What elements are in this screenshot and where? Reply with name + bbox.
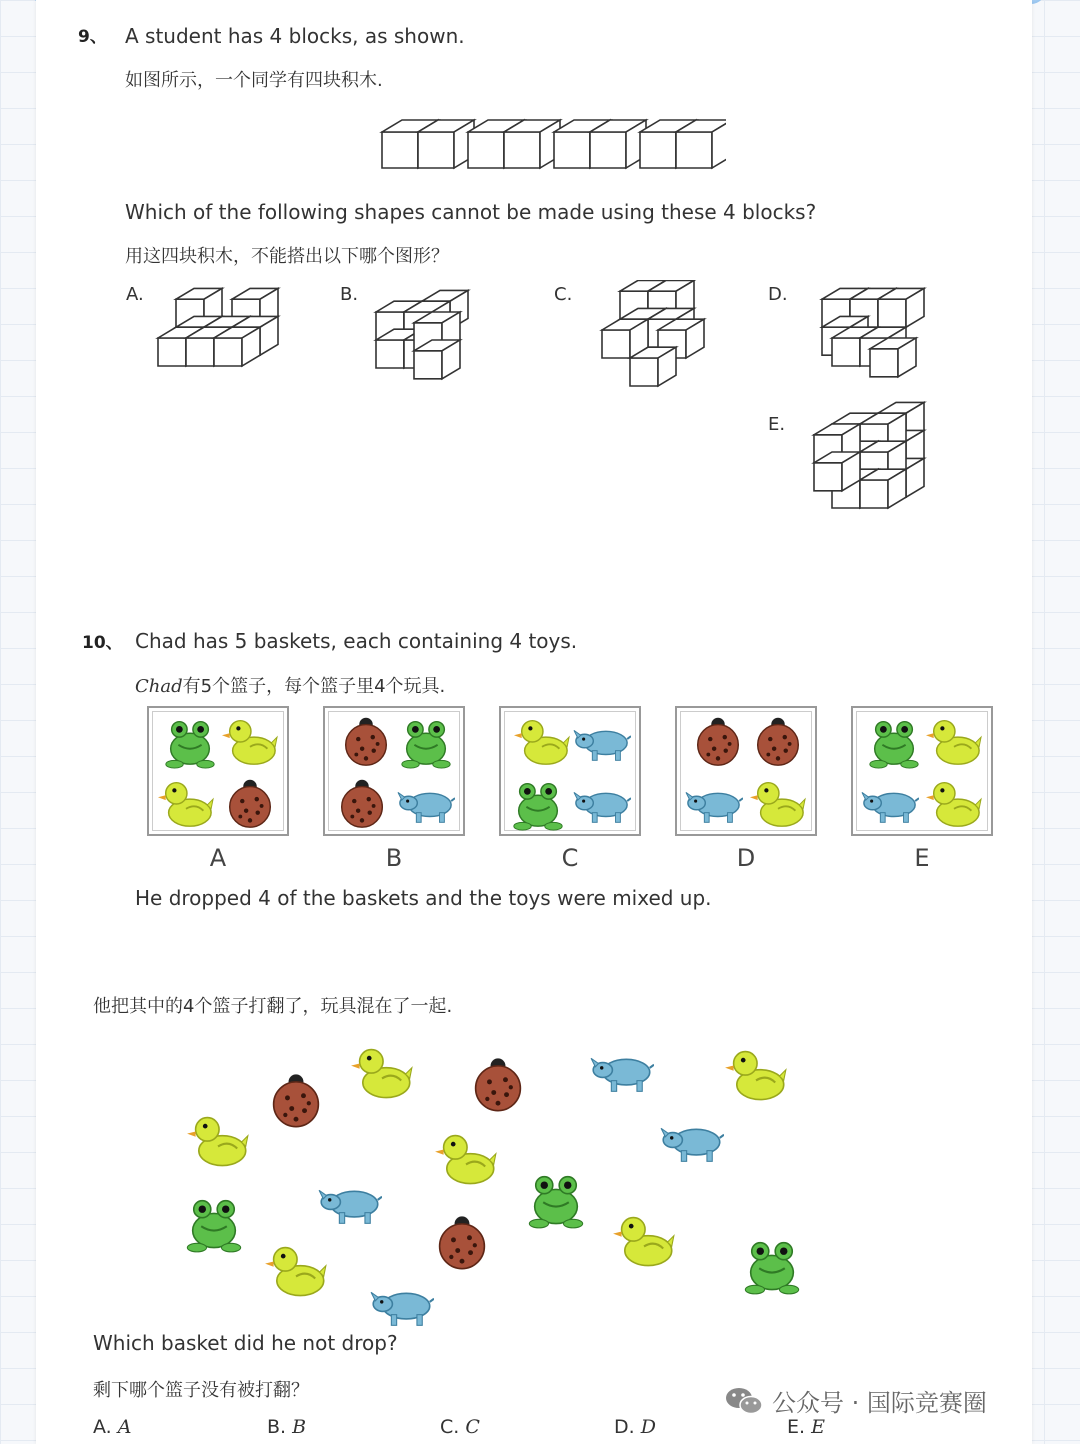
block-pair — [382, 120, 474, 168]
cube-face — [878, 299, 906, 327]
mixed-toy-rhino — [590, 1038, 654, 1106]
basket-a — [147, 706, 289, 836]
frog-figure — [524, 1166, 588, 1230]
q9-question-en: Which of the following shapes cannot be made using these 4 blocks? — [125, 200, 817, 224]
wechat-icon — [724, 1385, 764, 1417]
toy-rhino — [573, 774, 631, 836]
frog-figure — [397, 712, 455, 770]
q10-answer-a[interactable] — [93, 1416, 131, 1438]
answer-letter: C. — [440, 1416, 460, 1438]
toy-rhino — [685, 774, 743, 836]
toy-rhino — [573, 712, 631, 774]
toy-duck — [513, 712, 571, 774]
q10-dropped-zh: 他把其中的4个篮子打翻了，玩具混在了一起. — [93, 996, 453, 1017]
q10-answer-d[interactable] — [614, 1416, 656, 1438]
cube-face — [504, 132, 540, 168]
toy-duck — [221, 712, 279, 774]
block-pair — [554, 120, 646, 168]
mixed-toy-duck — [264, 1238, 328, 1306]
duck-figure — [186, 1108, 250, 1172]
cube-face — [602, 330, 630, 358]
rhino-figure — [370, 1272, 434, 1336]
answer-value: C — [465, 1416, 480, 1438]
block-pair — [640, 120, 726, 168]
cube-face — [376, 340, 404, 368]
basket-c — [499, 706, 641, 836]
cube-face — [186, 338, 214, 366]
mixed-toy-ladybug — [430, 1210, 494, 1278]
duck-figure — [925, 712, 983, 770]
q10-name-chad: Chad — [135, 676, 183, 697]
frog-figure — [865, 712, 923, 770]
q9-option-d[interactable]: D. — [768, 284, 788, 305]
duck-figure — [264, 1238, 328, 1302]
answer-value: A — [117, 1416, 132, 1438]
duck-figure — [434, 1126, 498, 1190]
shape-b-figure — [370, 280, 520, 400]
toy-ladybug — [333, 774, 391, 836]
four-blocks-figure — [376, 100, 726, 180]
q10-prompt-en: Chad has 5 baskets, each containing 4 toys. — [135, 629, 578, 653]
q10-question-en: Which basket did he not drop? — [93, 1331, 398, 1355]
q9-question-zh: 用这四块积木，不能搭出以下哪个图形？ — [125, 246, 449, 267]
q10-number: 10、 — [82, 633, 123, 653]
q9-prompt-en: A student has 4 blocks, as shown. — [125, 24, 465, 48]
duck-figure — [925, 774, 983, 832]
rhino-figure — [397, 774, 455, 832]
q10-answer-c[interactable] — [440, 1416, 480, 1438]
answer-letter: D. — [614, 1416, 635, 1438]
shape-a-figure — [154, 280, 304, 400]
rhino-figure — [573, 712, 631, 770]
mixed-toy-rhino — [318, 1170, 382, 1238]
basket-label: E — [914, 844, 930, 872]
toy-ladybug — [337, 712, 395, 774]
mixed-toy-duck — [350, 1040, 414, 1108]
toy-ladybug — [689, 712, 747, 774]
mixed-toy-frog — [182, 1190, 246, 1258]
basket-label: C — [561, 844, 579, 872]
q10-prompt-zh — [135, 672, 445, 698]
block-pair — [468, 120, 560, 168]
answer-value: B — [292, 1416, 307, 1438]
ladybug-figure — [337, 712, 395, 770]
mixed-toy-duck — [724, 1042, 788, 1110]
ladybug-figure — [749, 712, 807, 770]
answer-letter: B. — [267, 1416, 287, 1438]
toy-duck — [925, 774, 983, 836]
basket-label: D — [736, 844, 756, 872]
duck-figure — [612, 1208, 676, 1272]
answer-letter: E. — [787, 1416, 806, 1438]
basket-e — [851, 706, 993, 836]
duck-figure — [221, 712, 279, 770]
q9-option-c[interactable]: C. — [554, 284, 573, 305]
duck-figure — [749, 774, 807, 832]
duck-figure — [513, 712, 571, 770]
q9-option-a[interactable]: A. — [126, 284, 144, 305]
mixed-toy-duck — [434, 1126, 498, 1194]
ladybug-figure — [430, 1210, 494, 1274]
cube-face — [468, 132, 504, 168]
cube-face — [860, 480, 888, 508]
toy-ladybug — [749, 712, 807, 774]
watermark — [724, 1383, 987, 1418]
q10-question-zh: 剩下哪个篮子没有被打翻？ — [93, 1380, 309, 1401]
q9-option-b[interactable]: B. — [340, 284, 359, 305]
duck-figure — [350, 1040, 414, 1104]
toy-ladybug — [221, 774, 279, 836]
ladybug-figure — [221, 774, 279, 832]
rhino-figure — [660, 1108, 724, 1172]
rhino-figure — [861, 774, 919, 832]
shape-d-figure — [798, 280, 948, 400]
mixed-toy-ladybug — [264, 1068, 328, 1136]
toy-frog — [161, 712, 219, 774]
cube-face — [814, 463, 842, 491]
cube-face — [554, 132, 590, 168]
ladybug-figure — [466, 1052, 530, 1116]
q10-dropped-en: He dropped 4 of the baskets and the toys were mixed up. — [135, 886, 712, 910]
mixed-toy-frog — [740, 1232, 804, 1300]
q10-answer-b[interactable] — [267, 1416, 306, 1438]
mixed-toy-frog — [524, 1166, 588, 1234]
answer-value: D — [640, 1416, 656, 1438]
cube-face — [640, 132, 676, 168]
toy-frog — [865, 712, 923, 774]
cube-face — [676, 132, 712, 168]
answer-value: E — [811, 1416, 825, 1438]
toy-duck — [925, 712, 983, 774]
toy-frog — [509, 774, 567, 836]
q10-prompt-zh-rest: 有5个篮子，每个篮子里4个玩具. — [182, 676, 446, 697]
shape-e-figure — [810, 400, 930, 535]
cube-face — [870, 349, 898, 377]
frog-figure — [182, 1190, 246, 1254]
q9-prompt-zh: 如图所示，一个同学有四块积木. — [125, 70, 383, 91]
toy-rhino — [861, 774, 919, 836]
cube-face — [382, 132, 418, 168]
cube-face — [158, 338, 186, 366]
answer-letter: A. — [93, 1416, 112, 1438]
q10-answer-e[interactable] — [787, 1416, 825, 1438]
toy-frog — [397, 712, 455, 774]
mixed-toy-duck — [186, 1108, 250, 1176]
cube-face — [414, 351, 442, 379]
cube-face — [832, 338, 860, 366]
frog-figure — [509, 774, 567, 832]
mixed-toy-rhino — [660, 1108, 724, 1176]
shape-c-figure — [596, 280, 746, 400]
cube-face — [590, 132, 626, 168]
cube-face — [630, 358, 658, 386]
toy-rhino — [397, 774, 455, 836]
duck-figure — [724, 1042, 788, 1106]
mixed-toy-ladybug — [466, 1052, 530, 1120]
basket-b — [323, 706, 465, 836]
ladybug-figure — [264, 1068, 328, 1132]
worksheet-page — [36, 0, 1032, 1444]
mixed-toy-duck — [612, 1208, 676, 1276]
mixed-toy-rhino — [370, 1272, 434, 1340]
duck-figure — [157, 774, 215, 832]
frog-figure — [161, 712, 219, 770]
ladybug-figure — [333, 774, 391, 832]
rhino-figure — [685, 774, 743, 832]
basket-d — [675, 706, 817, 836]
toy-duck — [749, 774, 807, 836]
watermark-text: 公众号 · 国际竞赛圈 — [772, 1389, 987, 1417]
frog-figure — [740, 1232, 804, 1296]
ladybug-figure — [689, 712, 747, 770]
rhino-figure — [573, 774, 631, 832]
basket-label: A — [209, 844, 227, 872]
q9-number: 9、 — [78, 27, 107, 47]
toy-duck — [157, 774, 215, 836]
rhino-figure — [590, 1038, 654, 1102]
rhino-figure — [318, 1170, 382, 1234]
q9-option-e[interactable]: E. — [768, 414, 786, 435]
cube-face — [214, 338, 242, 366]
basket-label: B — [385, 844, 403, 872]
cube-face — [418, 132, 454, 168]
